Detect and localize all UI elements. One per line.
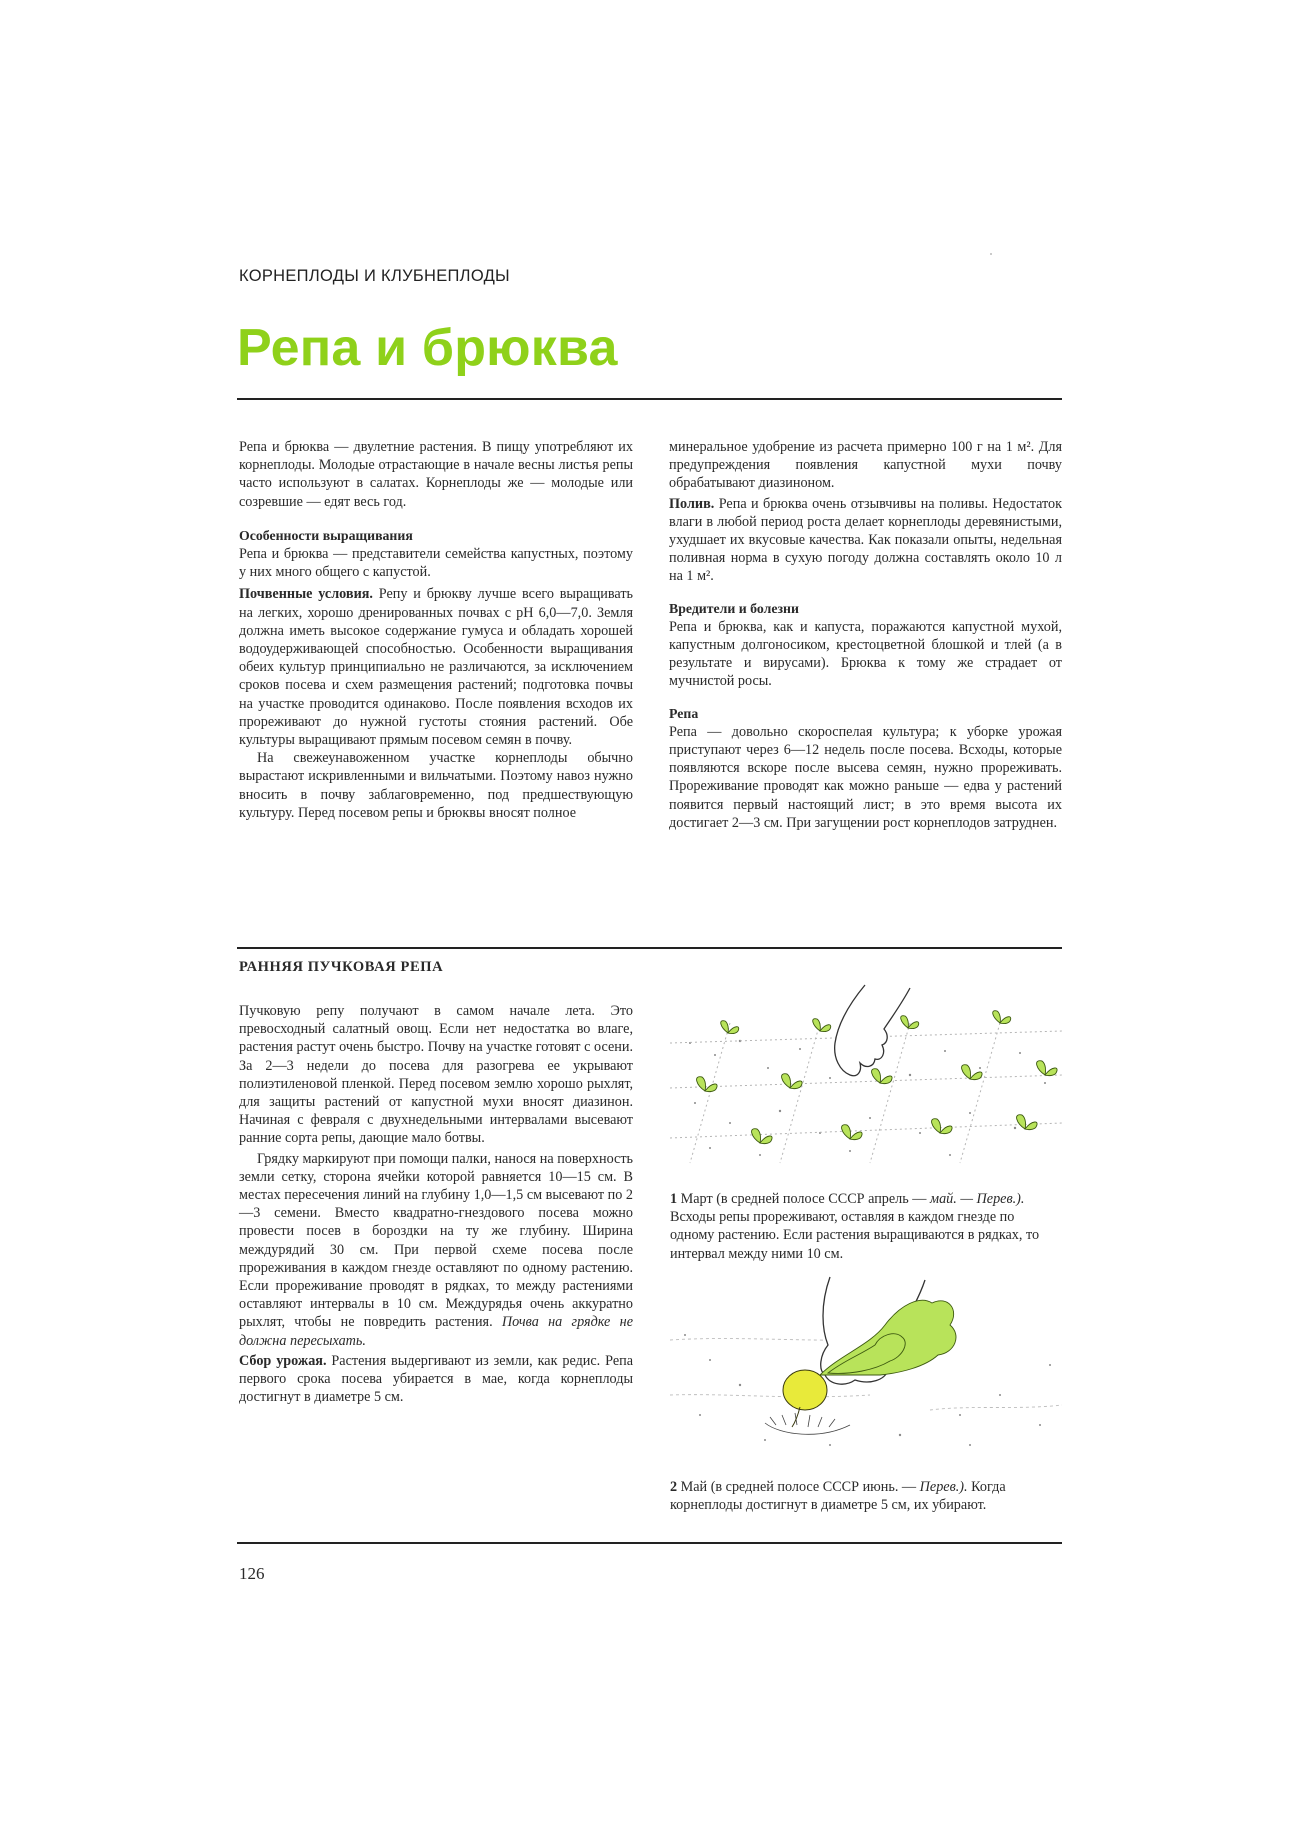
soil-hole — [765, 1413, 850, 1434]
section2-column — [239, 1002, 633, 1406]
intro-paragraph: Репа и брюква — двулетние растения. В пищу употребляют их корнеплоды. Молодые отрастающие в начале весны листья репы часто используют в салатах. Корнеплоды же — молодые или созревшие — едят весь год. — [239, 439, 633, 510]
figure-2-number: 2 — [670, 1479, 678, 1495]
figure-2-caption — [670, 1478, 1062, 1514]
harvest-paragraph — [239, 1352, 633, 1407]
watering-text: Репа и брюква очень отзывчивы на поливы. Недостаток влаги в любой период роста делает корнеплоды деревянистыми, ухудшает их вкусовые качества. Как показали опыты, недельная поливная норма в сухую погоду должна составлять около 10 л на 1 м². — [669, 495, 1062, 585]
page-title: Репа и брюква — [237, 319, 618, 377]
section-label: КОРНЕПЛОДЫ И КЛУБНЕПЛОДЫ — [239, 267, 510, 285]
section-heading: РАННЯЯ ПУЧКОВАЯ РЕПА — [239, 959, 444, 975]
intro-column-1 — [239, 438, 633, 822]
thinning-illustration — [670, 983, 1062, 1168]
figure-2-caption-italic: Перев.). — [919, 1479, 968, 1495]
speck — [990, 253, 992, 255]
title-divider — [237, 398, 1062, 400]
manure-paragraph: На свежеунавоженном участке корнеплоды обычно вырастают искривленными и вильчатыми. Поэтому навоз нужно вносить в почву заблаговременно, под предшествующую культуру. Перед посевом репы и брюквы вносят полное — [239, 750, 633, 821]
figure-1-caption-a: Март (в средней полосе СССР апрель — — [677, 1191, 931, 1207]
subheading-pests: Вредители и болезни — [669, 600, 799, 616]
pests-paragraph: Репа и брюква, как и капуста, поражаются капустной мухой, капустным долгоносиком, крестоцветной блошкой и тлей (а в результате и вирусами). Брюква к тому же страдает от мучнистой росы. — [669, 618, 1062, 690]
harvest-lead: Сбор урожая. — [239, 1352, 327, 1369]
section2-paragraph-1: Пучковую репу получают в самом начале лета. Это превосходный салатный овощ. Если нет недостатка во влаге, растения растут очень быстро. Почву на участке готовят с осени. За 2—3 недели до посева для разогрева ее укрывают полиэтиленовой пленкой. Перед посевом землю хорошо рыхлят, для защиты растений от капустной мухи вносят диазинон. Начиная с февраля с двухнедельными интервалами высевают ранние сорта репы, дающие мало ботвы. — [239, 1003, 633, 1147]
section-divider — [237, 947, 1062, 949]
growing-paragraph: Репа и брюква — представители семейства капустных, поэтому у них много общего с капустой. — [239, 546, 633, 581]
harvest-text: Растения выдергивают из земли, как редис. Репа первого срока посева убирается в мае, когда корнеплоды достигнут в диаметре 5 см. — [239, 1352, 634, 1406]
subheading-growing: Особенности выращивания — [239, 527, 413, 543]
section2-paragraph-2 — [239, 1150, 633, 1350]
soil-paragraph — [239, 585, 633, 749]
figure-2-caption-b: Когда корнеплоды достигнут в диаметре 5 см, их убирают. — [670, 1479, 1006, 1514]
moisture-note: Почва на грядке не должна пересыхать. — [239, 1314, 633, 1349]
turnip-root — [783, 1370, 827, 1410]
fertilizer-paragraph: минеральное удобрение из расчета примерно 100 г на 1 м². Для предупреждения появления капустной мухи почву обрабатывают диазиноном. — [669, 439, 1062, 492]
watering-paragraph — [669, 495, 1062, 586]
figure-1-caption — [670, 1190, 1062, 1263]
soil-lead: Почвенные условия. — [239, 586, 373, 603]
page-number: 126 — [239, 1564, 265, 1583]
intro-column-2 — [669, 438, 1062, 832]
figure-2-caption-a: Май (в средней полосе СССР июнь. — — [677, 1479, 920, 1495]
harvest-illustration — [670, 1275, 1062, 1455]
subheading-turnip: Репа — [669, 705, 699, 721]
soil-text: Репу и брюкву лучше всего выращивать на легких, хорошо дренированных почвах с pH 6,0—7,0. Земля должна иметь высокое содержание гумуса и обладать хорошей водоудерживающей способностью. Особенности выращивания обеих культур принципиально не различаются, за исключением сроков посева и схем размещения растений; подготовка почвы на участке проводится одинаково. После появления всходов их прореживают до нужной густоты стояния растений. Обе культуры выращивают прямым посевом семян в почву. — [239, 586, 633, 749]
footer-divider — [237, 1542, 1062, 1544]
marking-text: Грядку маркируют при помощи палки, нанося на поверхность земли сетку, сторона ячейки которой равняется 10—15 см. В местах пересечения линий на глубину 1,0—1,5 см высевают по 2—3 семени. Вместо квадратно-гнездового посева можно провести посев в бороздки на ту же глубину. Ширина междурядий 30 см. При первой схеме посева после прореживания в каждом гнезде оставляют по одному растению. Если прореживание проводят в рядках, то между растениями оставляют интервалы в 10 см. Междурядья очень аккуратно рыхлят, чтобы не повредить растения. — [239, 1150, 633, 1331]
figure-1-number: 1 — [670, 1191, 678, 1207]
turnip-paragraph: Репа — довольно скороспелая культура; к уборке урожая приступают через 6—12 недель после посева. Всходы, которые появляются вскоре после высева семян, нужно прореживать. Прореживание проводят как можно раньше — едва у растений появится первый настоящий лист; в это время высота их достигает 2—3 см. При загущении рост корнеплодов затруднен. — [669, 723, 1062, 831]
watering-lead: Полив. — [669, 495, 715, 512]
figure-1-caption-b: Всходы репы прореживают, оставляя в каждом гнезде по одному растению. Если растения выращиваются в рядках, то интервал между ними 10 см. — [670, 1209, 1040, 1262]
figure-1-caption-italic: май. — Перев.). — [930, 1191, 1025, 1207]
